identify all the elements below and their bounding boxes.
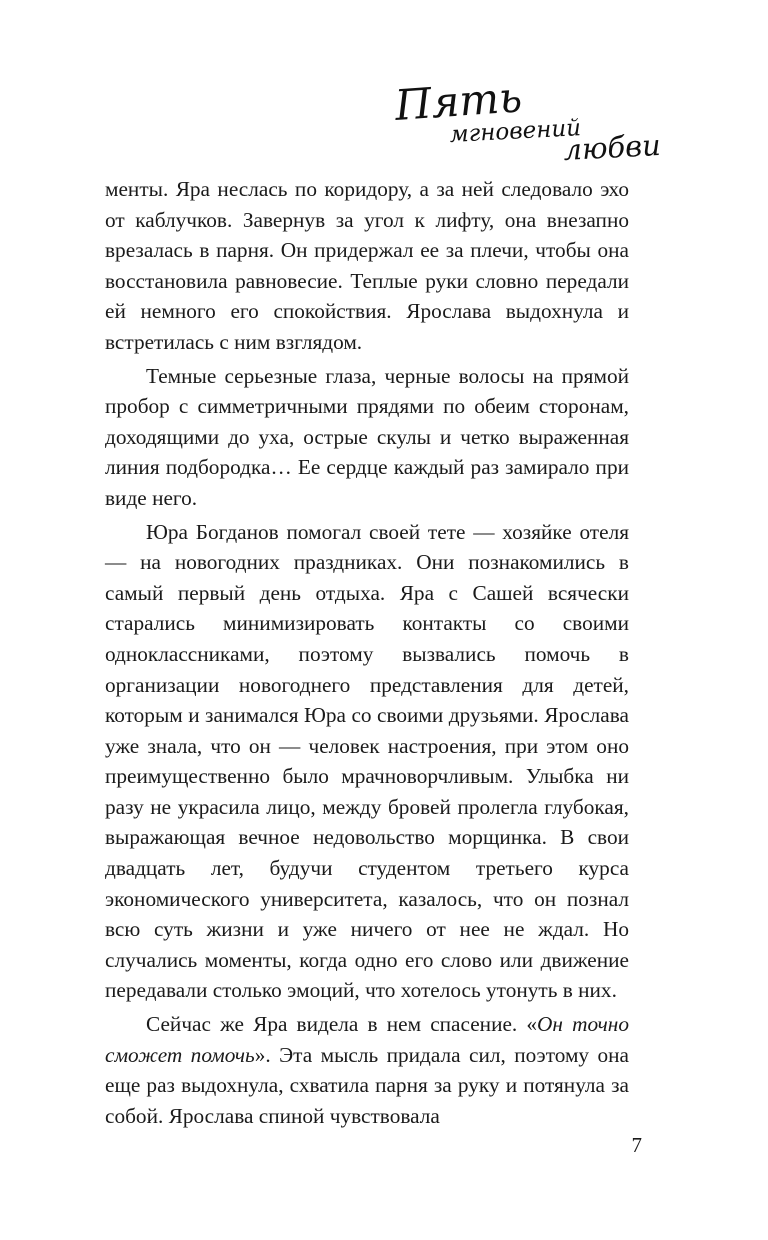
italic-quote: Он точно сможет помочь [105,1012,629,1067]
page-number: 7 [631,1133,642,1157]
paragraph: Темные серьезные глаза, черные волосы на прямой пробор с симметричными прядями по обеим сторонам, доходящими до уха, острые скулы и четко выраженная линия подбородка… Ее сердце каждый раз замирало при виде него. [105,363,629,510]
logo-line-1: Пять [393,72,524,130]
logo-line-3: любви [562,127,662,167]
logo-line-2: мгновений [448,115,582,148]
paragraph-last [105,1009,629,1131]
paragraph: менты. Яра неслась по коридору, а за ней следовало эхо от каблучков. Завернув за угол к лифту, она внезапно врезалась в парня. Он придержал ее за плечи, чтобы она восстановила равновесие. Теплые руки словно передали ей немного его спокойствия. Ярослава выдохнула и встретилась с ним взглядом. [105,177,629,354]
text-run: ». Эта мысль придала сил, поэтому она еще раз выдохнула, схватила парня за руку и потянула за собой. Ярослава спиной чувствовала [105,1042,630,1128]
paragraph: Юра Богданов помогал своей тете — хозяйке отеля — на новогодних праздниках. Они познакомились в самый первый день отдыха. Яра с Сашей всячески старались минимизировать контакты со своими одноклассниками, поэтому вызвались помочь в организации новогоднего представления для детей, которым и занимался Юра со своими друзьями. Ярослава уже знала, что он — человек настроения, при этом оно преимущественно было мрачноворчливым. Улыбка ни разу не украсила лицо, между бровей пролегла глубокая, выражающая вечное недовольство морщинка. В свои двадцать лет, будучи студентом третьего курса экономического университета, казалось, что он познал всю суть жизни и уже ничего от нее не ждал. Но случались моменты, когда одно его слово или движение передавали столько эмоций, что хотелось утонуть в них. [105,519,629,1003]
book-title-logo [392,72,662,172]
text-run: Сейчас же Яра видела в нем спасение. « [146,1012,538,1037]
book-title-logo-drawing [392,72,662,172]
body-text [105,174,629,1131]
